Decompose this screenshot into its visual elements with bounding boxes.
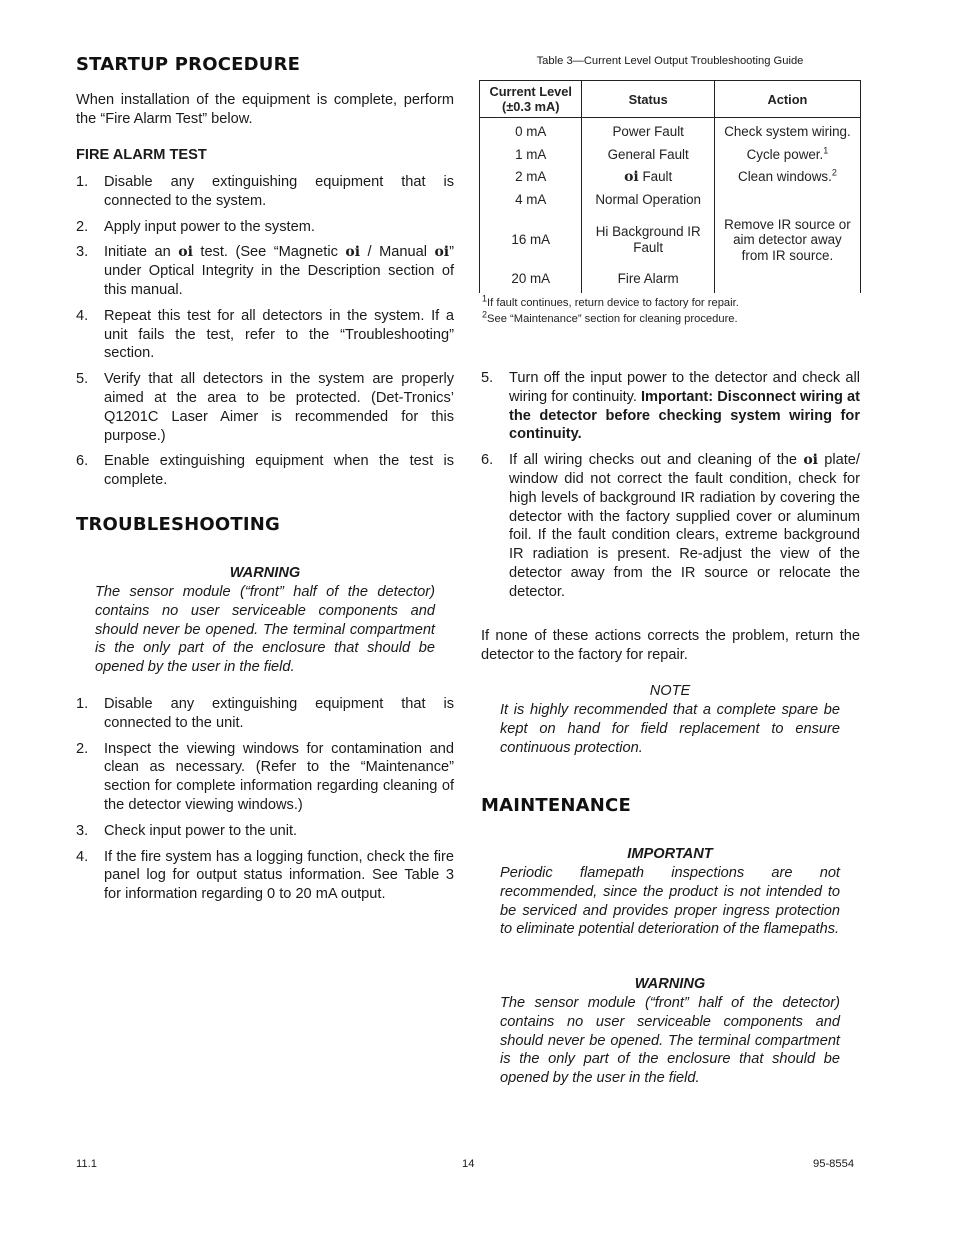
list-item: 4. Repeat this test for all detectors in the system. If a unit fails the test, refer to the “Troubleshooting” section. — [76, 307, 454, 362]
troubleshooting-steps-continued — [481, 369, 860, 602]
list-item: 5. Verify that all detectors in the system are properly aimed at the area to be protected. (Det-Tronics’ Q1201C Laser Aimer is recommended for this purpose.) — [76, 371, 454, 444]
oi-symbol: oi — [803, 452, 818, 469]
oi-symbol: oi — [434, 244, 450, 261]
table-cell-action: Check system wiring. Cycle power.$^1$ Clean windows.$^2$ Remove IR source or aim detector away from IR source. — [714, 118, 860, 293]
warning-text: The sensor module (“front” half of the detector) contains no user serviceable components and should never be opened. The terminal compartment is the only part of the enclosure that should be opened by the user in the field. — [95, 584, 435, 676]
list-item: 1. Disable any extinguishing equipment that is connected to the system. — [76, 174, 454, 209]
troubleshooting-heading: TROUBLESHOOTING — [76, 514, 280, 535]
table-header-level: Current Level (±0.3 mA) — [480, 81, 582, 118]
footer-doc-number: 95-8554 — [813, 1158, 855, 1170]
list-item: 2. Apply input power to the system. — [76, 218, 315, 235]
table-caption: Table 3—Current Level Output Troubleshooting Guide — [536, 55, 804, 67]
table-footnote: $^1$If fault continues, return device to factory for repair. — [482, 293, 739, 309]
table-cell-status: Power Fault General Fault oi Fault Normal Operation Hi Background IR Fault Fire Alarm — [582, 118, 714, 293]
startup-intro: When installation of the equipment is complete, perform the “Fire Alarm Test” below. — [76, 92, 454, 127]
table-cell-level: 0 mA 1 mA 2 mA 4 mA 16 mA 20 mA — [480, 118, 582, 293]
fire-alarm-test-heading: FIRE ALARM TEST — [76, 147, 207, 163]
note-text: It is highly recommended that a complete spare be kept on hand for field replacement to ensure continuous protection. — [500, 702, 840, 756]
important-text: Periodic flamepath inspections are not recommended, since the product is not intended to be serviced and provides proper ingress protection to eliminate potential deterioration of the flamepaths. — [500, 865, 840, 938]
list-item: 2. Inspect the viewing windows for contamination and clean as necessary. (Refer to the “Maintenance” section for complete information regarding cleaning of the detector viewing windows.) — [76, 740, 454, 813]
table-footnote: $^2$See “Maintenance” section for cleaning procedure. — [482, 309, 738, 325]
important-title: IMPORTANT — [627, 846, 713, 862]
list-item: 6. Enable extinguishing equipment when the test is complete. — [76, 453, 454, 489]
oi-symbol: oi — [345, 244, 361, 261]
list-item: 4. If the fire system has a logging function, check the fire panel log for output status information. See Table 3 for information regarding 0 to 20 mA output. — [76, 848, 454, 903]
list-item: 3. Check input power to the unit. — [76, 822, 298, 839]
closing-paragraph: If none of these actions corrects the problem, return the detector to the factory for repair. — [481, 628, 860, 663]
footer-page-number: 14 — [462, 1158, 475, 1170]
table-header-status: Status — [582, 81, 714, 118]
startup-heading: STARTUP PROCEDURE — [76, 54, 301, 75]
list-item: 6. If all wiring checks out and cleaning of the oi plate/ window did not correct the fault condition, check for high levels of background IR radiation by covering the detector with the factory supplied cover or aluminum foil. If the fault condition clears, extreme background IR radiation is present. Re-adjust the view of the detector away from the IR source or relocate the detector. — [481, 452, 860, 600]
maintenance-heading: MAINTENANCE — [481, 795, 631, 816]
troubleshooting-table — [479, 80, 861, 293]
table-header-action: Action — [714, 81, 860, 118]
warning-title: WARNING — [634, 976, 706, 992]
warning-title: WARNING — [229, 565, 301, 581]
list-item: 5. Turn off the input power to the detector and check all wiring for continuity. Important: Disconnect wiring at the detector before checking system wiring for continuity. — [481, 370, 860, 443]
warning-text: The sensor module (“front” half of the detector) contains no user serviceable components and should never be opened. The terminal compartment is the only part of the enclosure that should be opened by the user in the field. — [500, 995, 840, 1087]
oi-symbol: oi — [624, 169, 639, 186]
list-item: 1. Disable any extinguishing equipment that is connected to the unit. — [76, 696, 454, 731]
oi-symbol: oi — [178, 244, 193, 261]
list-item: 3. Initiate an oi test. (See “Magnetic oi / Manual oi” under Optical Integrity in the Description section of this manual. — [76, 244, 454, 298]
footer-revision: 11.1 — [76, 1158, 97, 1170]
troubleshooting-steps — [76, 695, 454, 904]
startup-steps — [76, 173, 454, 490]
note-title: NOTE — [649, 683, 691, 699]
